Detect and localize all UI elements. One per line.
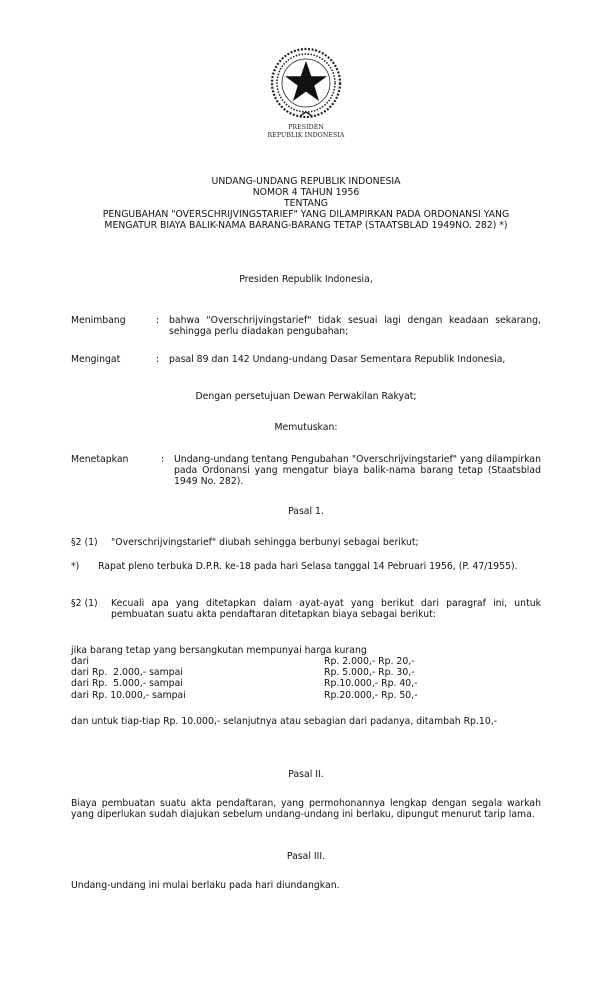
footnote-mark: *): [71, 561, 80, 572]
law-title-line-1: UNDANG-UNDANG REPUBLIK INDONESIA: [211, 176, 401, 187]
law-title-line-3: TENTANG: [284, 198, 328, 209]
fee-range: dari: [71, 656, 90, 667]
memutuskan-heading: Memutuskan:: [274, 422, 338, 433]
law-title-line-2: NOMOR 4 TAHUN 1956: [252, 187, 360, 198]
fee-range: dari Rp. 2.000,- sampai: [71, 667, 183, 679]
fee-row: [71, 690, 541, 701]
fee-range: dari Rp. 10.000,- sampai: [71, 689, 186, 701]
fee-row: [71, 667, 541, 678]
clause-label: Menimbang: [71, 315, 126, 326]
persetujuan-line: Dengan persetujuan Dewan Perwakilan Rakyat;: [195, 391, 417, 402]
clause-colon: :: [156, 354, 160, 365]
pasal-1-heading: Pasal 1.: [288, 506, 324, 517]
paragraph-number: §2 (1): [71, 537, 98, 548]
president-heading: Presiden Republik Indonesia,: [239, 274, 373, 285]
footnote-text: Rapat pleno terbuka D.P.R. ke-18 pada hari Selasa tanggal 14 Pebruari 1956, (P. 47/1955).: [98, 561, 518, 572]
fee-amount: Rp.10.000,- Rp. 40,-: [324, 678, 418, 690]
fee-amount: Rp. 5.000,- Rp. 30,-: [324, 667, 415, 679]
pasal-2-heading: Pasal II.: [288, 769, 324, 780]
clause-colon: :: [161, 454, 165, 465]
fee-intro: jika barang tetap yang bersangkutan mempunyai harga kurang: [71, 645, 367, 656]
clause-text: Undang-undang tentang Pengubahan "Overschrijvingstarief" yang dilampirkan pada Ordonansi yang mengatur biaya balik-nama barang tetap (Staatsblad 1949 No. 282).: [174, 454, 541, 488]
pasal-3-heading: Pasal III.: [286, 851, 326, 862]
fee-row: [71, 678, 541, 689]
clause-label: Menetapkan: [71, 454, 129, 465]
clause-text: bahwa "Overschrijvingstarief" tidak sesuai lagi dengan keadaan sekarang, sehingga perlu diadakan pengubahan;: [169, 315, 541, 338]
fee-addition: dan untuk tiap-tiap Rp. 10.000,- selanjutnya atau sebagian dari padanya, ditambah Rp.10,-: [71, 716, 498, 727]
presidential-emblem-icon: [264, 46, 348, 122]
paragraph-text: "Overschrijvingstarief" diubah sehingga berbunyi sebagai berikut;: [111, 537, 419, 548]
pasal-2-text: Biaya pembuatan suatu akta pendaftaran, yang permohonannya lengkap dengan segala warkah yang diperlukan sudah diajukan sebelum undang-undang ini berlaku, dipungut menurut tarip lama.: [71, 798, 541, 821]
paragraph-text: Kecuali apa yang ditetapkan dalam ayat-ayat yang berikut dari paragraf ini, untuk pembuatan suatu akta pendaftaran ditetapkan biaya sebagai berikut:: [111, 598, 541, 621]
fee-row: [71, 656, 541, 667]
clause-label: Mengingat: [71, 354, 121, 365]
fee-amount: Rp. 2.000,- Rp. 20,-: [324, 656, 415, 667]
clause-text: pasal 89 dan 142 Undang-undang Dasar Sementara Republik Indonesia,: [169, 354, 506, 365]
fee-amount: Rp.20.000,- Rp. 50,-: [324, 689, 418, 701]
pasal-3-text: Undang-undang ini mulai berlaku pada hari diundangkan.: [71, 880, 340, 891]
law-title-line-5: MENGATUR BIAYA BALIK-NAMA BARANG-BARANG TETAP (STAATSBLAD 1949NO. 282) *): [104, 220, 508, 231]
emblem-caption-president: PRESIDEN: [288, 124, 324, 131]
emblem-caption-republic: REPUBLIK INDONESIA: [267, 132, 345, 139]
fee-table: [71, 656, 541, 701]
law-title-line-4: PENGUBAHAN "OVERSCHRIJVINGSTARIEF" YANG DILAMPIRKAN PADA ORDONANSI YANG: [102, 209, 510, 220]
clause-colon: :: [156, 315, 160, 326]
fee-range: dari Rp. 5.000,- sampai: [71, 678, 183, 690]
paragraph-number: §2 (1): [71, 598, 98, 609]
